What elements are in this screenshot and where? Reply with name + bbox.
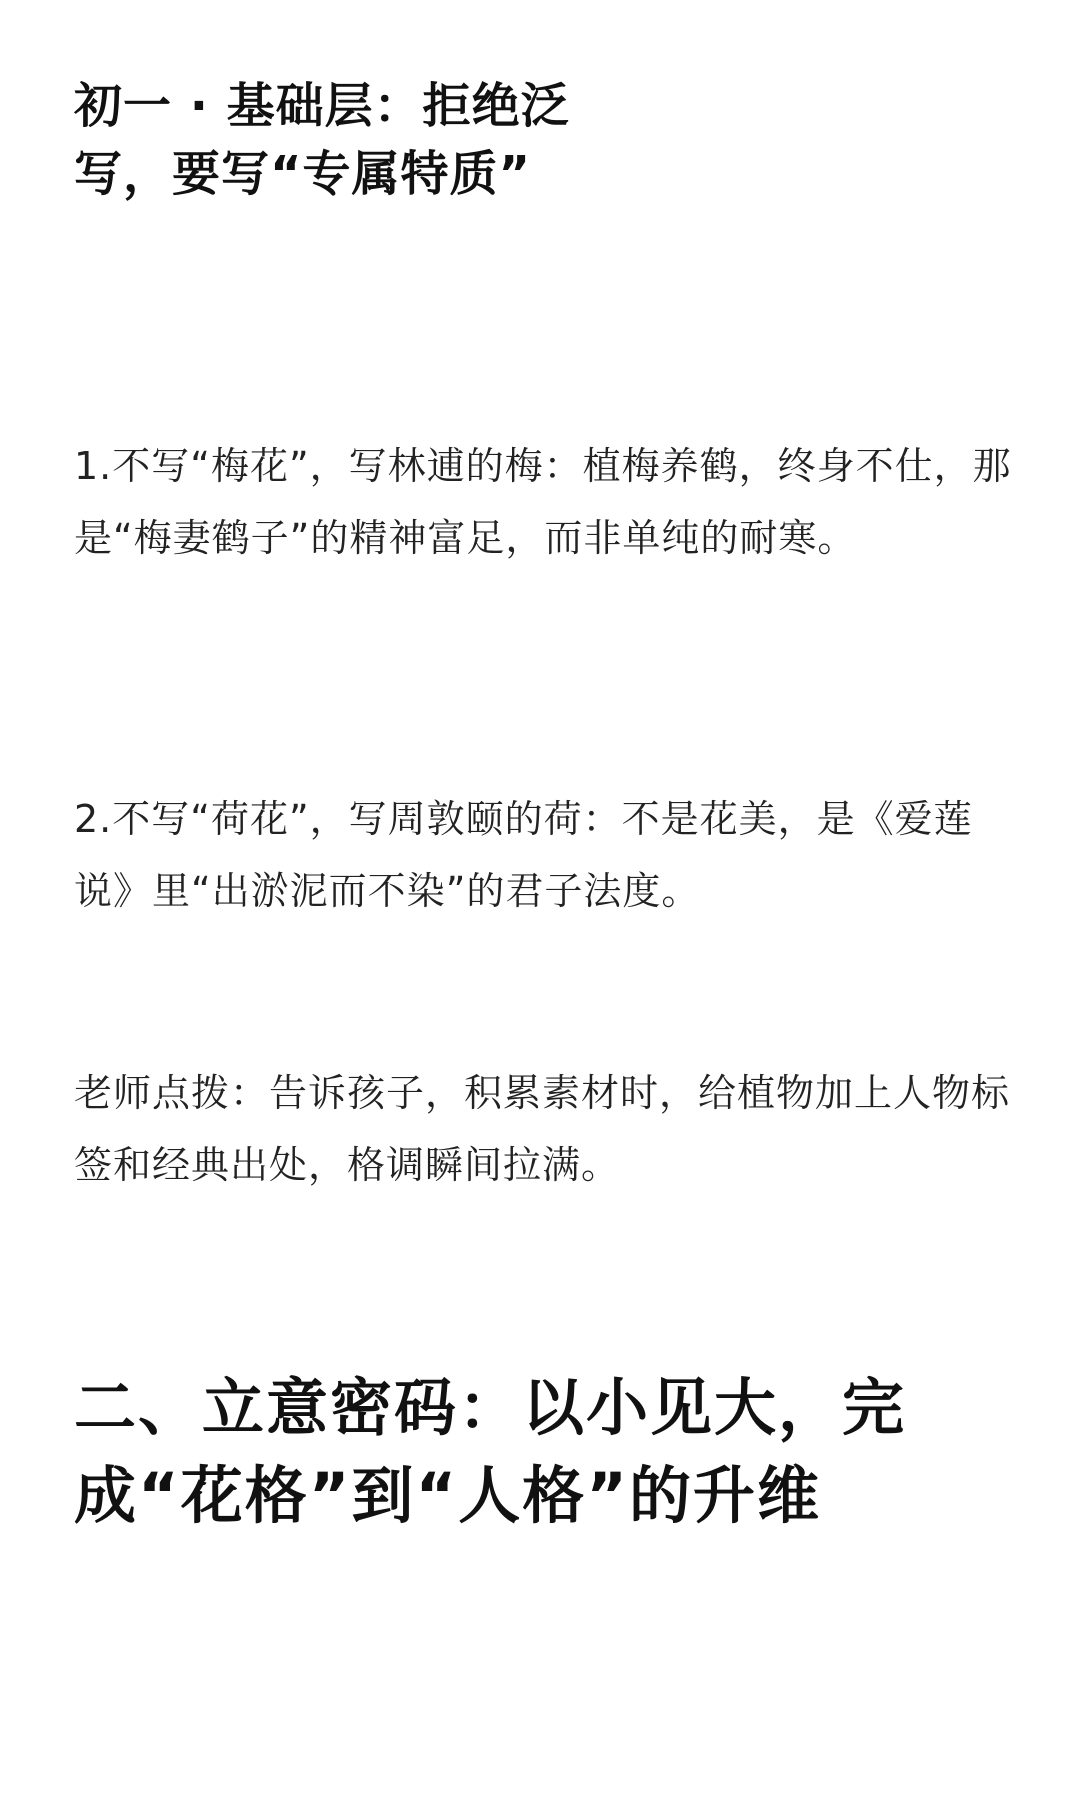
point-lotus: 2.不写“荷花”，写周敦颐的荷：不是花美，是《爱莲说》里“出淤泥而不染”的君子法度。 [74, 797, 973, 913]
point-plum-blossom: 1.不写“梅花”，写林逋的梅：植梅养鹤，终身不仕，那是“梅妻鹤子”的精神富足，而非单纯的耐寒。 [74, 444, 1012, 560]
section-heading: 二、立意密码：以小见大，完成“花格”到“人格”的升维 [74, 1371, 907, 1532]
teacher-tip: 老师点拨：告诉孩子，积累素材时，给植物加上人物标签和经典出处，格调瞬间拉满。 [74, 1071, 1011, 1187]
subheading: 初一 · 基础层：拒绝泛写，要写“专属特质” [74, 78, 570, 202]
